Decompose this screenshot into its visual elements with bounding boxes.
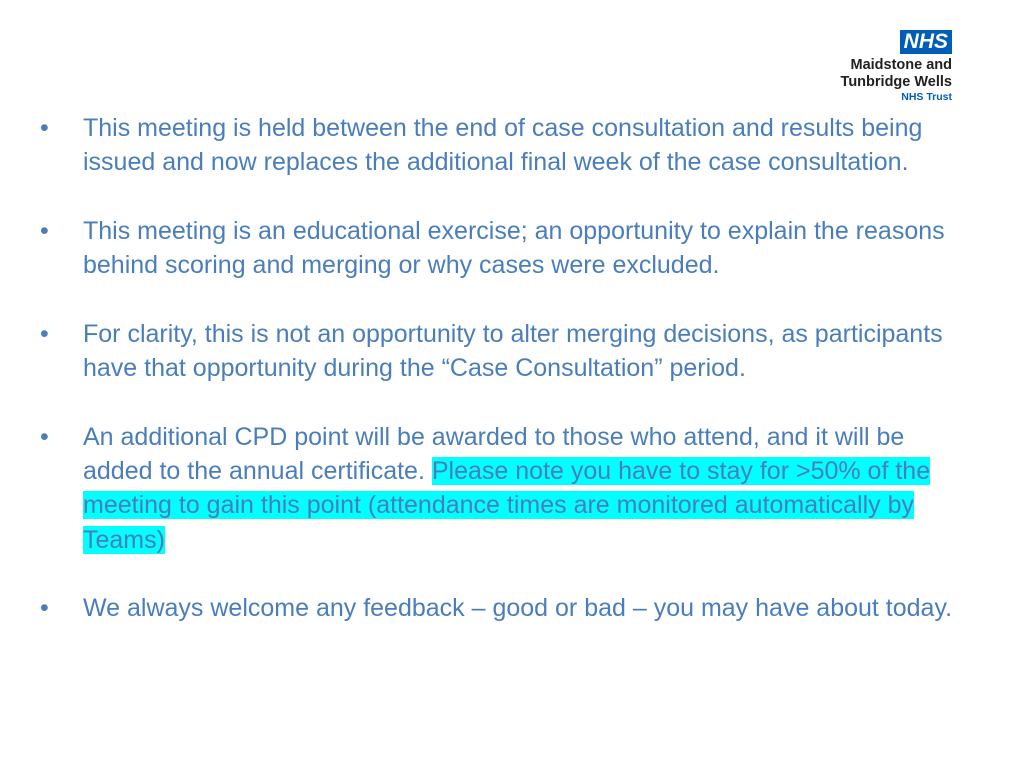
- bullet-dot-icon: •: [40, 422, 49, 451]
- highlighted-attendance-note: Please note you have to stay for >50% of the meeting to gain this point (attendance times are monitored automatically by Teams): [83, 456, 931, 554]
- bullet-text: This meeting is held between the end of case consultation and results being issued and now replaces the additional final week of the case consultation.: [83, 114, 923, 177]
- bullet-item-meeting-timing: [40, 111, 975, 180]
- nhs-trust-label: NHS Trust: [901, 91, 952, 103]
- nhs-badge: NHS: [900, 30, 952, 54]
- bullet-item-educational-exercise: [40, 214, 975, 283]
- bullet-dot-icon: •: [40, 216, 49, 245]
- bullet-text: For clarity, this is not an opportunity to alter merging decisions, as participants have that opportunity during the “Case Consultation” period.: [83, 319, 943, 383]
- bullet-text: We always welcome any feedback – good or bad – you may have about today.: [83, 594, 953, 623]
- bullet-dot-icon: •: [40, 319, 49, 348]
- nhs-trust-logo: [812, 30, 952, 103]
- bullet-item-feedback: [40, 591, 975, 625]
- bullet-dot-icon: •: [40, 594, 49, 623]
- bullet-list: [40, 111, 975, 660]
- bullet-item-clarity: [40, 317, 975, 386]
- org-name-line-1: Maidstone and: [850, 57, 952, 73]
- bullet-text: An additional CPD point will be awarded to those who attend, and it will be added to the annual certificate.: [83, 422, 905, 485]
- bullet-item-cpd-point: [40, 420, 975, 557]
- bullet-dot-icon: •: [40, 114, 49, 142]
- bullet-text: This meeting is an educational exercise; an opportunity to explain the reasons behind scoring and merging or why cases were excluded.: [83, 216, 945, 280]
- org-name-line-2: Tunbridge Wells: [840, 74, 952, 90]
